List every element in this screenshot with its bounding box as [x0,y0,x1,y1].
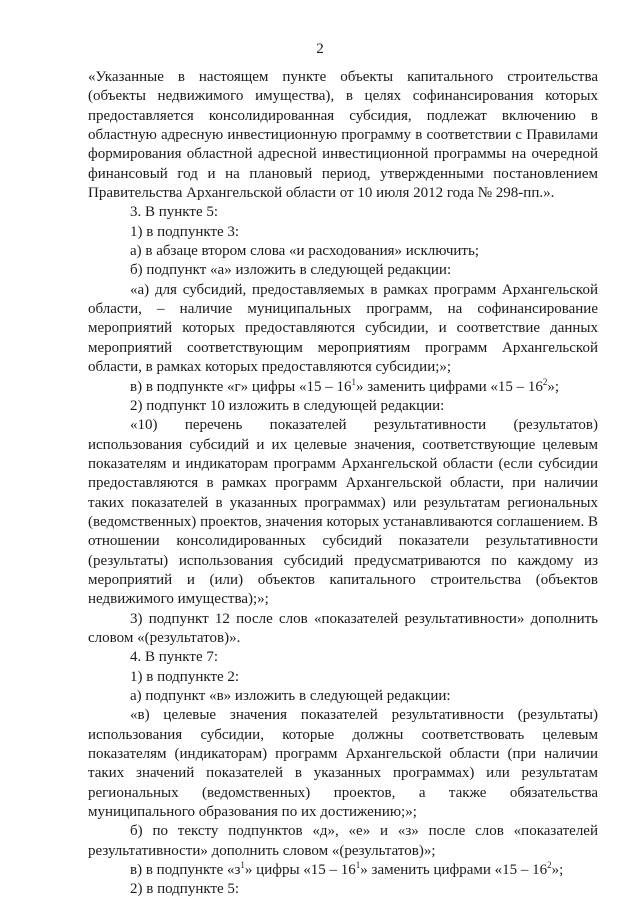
text-run: » заменить цифрами «15 – 16 [356,378,543,395]
paragraph: б) подпункт «а» изложить в следующей редакции: [130,262,452,279]
paragraph: 3. В пункте 5: [130,204,219,221]
paragraph: 1) в подпункте 3: [130,223,240,240]
paragraph: «а) для субсидий, предоставляемых в рамках программ Архангельской области, – наличие муниципальных программ, на софинансирование мероприятий которых предоставляются субсидии, и соответствие данных мероприятий соответствующим мероприятиям программ Архангельской области, в рамках которых предоставляются субсидии;»; [88,281,598,376]
paragraph: б) по тексту подпунктов «д», «е» и «з» после слов «показателей результативности» дополнить словом «(результатов)»; [88,823,598,859]
paragraph: 2) в подпункте 5: [130,881,240,898]
text-run: в) в подпункте «з [130,862,241,879]
paragraph [88,378,598,397]
text-run: в) в подпункте «г» цифры «15 – 16 [130,378,352,395]
text-run: » заменить цифрами «15 – 16 [360,862,548,879]
paragraph: 1) в подпункте 2: [130,668,240,685]
paragraph: 4. В пункте 7: [130,649,219,666]
text-run: »; [547,378,560,395]
text-run: » цифры «15 – 16 [244,862,356,879]
paragraph [88,861,598,880]
paragraph: 3) подпункт 12 после слов «показателей результативности» дополнить словом «(результатов)». [88,610,598,646]
superscript: 2 [542,376,548,387]
superscript: 1 [351,376,356,387]
text-run: »; [551,862,564,879]
paragraph: 2) подпункт 10 изложить в следующей редакции: [130,397,445,414]
paragraph: «Указанные в настоящем пункте объекты капитального строительства (объекты недвижимого имущества), в целях софинансирования которых предоставляется консолидированная субсидия, подлежат включению в областную адресную инвестиционную программу в соответствии с Правилами формирования областной адресной инвестиционной программы на очередной финансовый год и на плановый период, утвержденными постановлением Правительства Архангельской области от 10 июля 2012 года № 298-пп.». [88,69,598,202]
superscript: 2 [547,860,552,871]
paragraph: «10) перечень показателей результативности (результатов) использования субсидий и их целевые значения, соответствующие целевым показателям и индикаторам программ Архангельской области (если субсидии предоставляются в рамках программ Архангельской области, при наличии таких показателей в указанных программах) или результатам региональных (ведомственных) проектов, значения которых устанавливаются соглашением. В отношении консолидированных субсидий показатели результативности (результаты) использования субсидий предусматриваются по каждому из мероприятий и (или) объектов капитального строительства (объектов недвижимого имущества);»; [88,417,598,608]
superscript: 1 [240,860,245,871]
document-body [88,68,598,900]
superscript: 1 [355,860,361,871]
paragraph: а) подпункт «в» изложить в следующей редакции: [130,688,451,704]
paragraph: а) в абзаце втором слова «и расходования» исключить; [130,243,479,260]
paragraph: «в) целевые значения показателей результативности (результаты) использования субсидии, которые должны соответствовать целевым показателям (индикаторам) программ Архангельской области (при наличии таких значений показателей в указанных программах) или результатам региональных (ведомственных) проектов, а также обязательства муниципального образования по их достижению;»; [88,707,598,821]
page-number: 2 [316,41,324,57]
